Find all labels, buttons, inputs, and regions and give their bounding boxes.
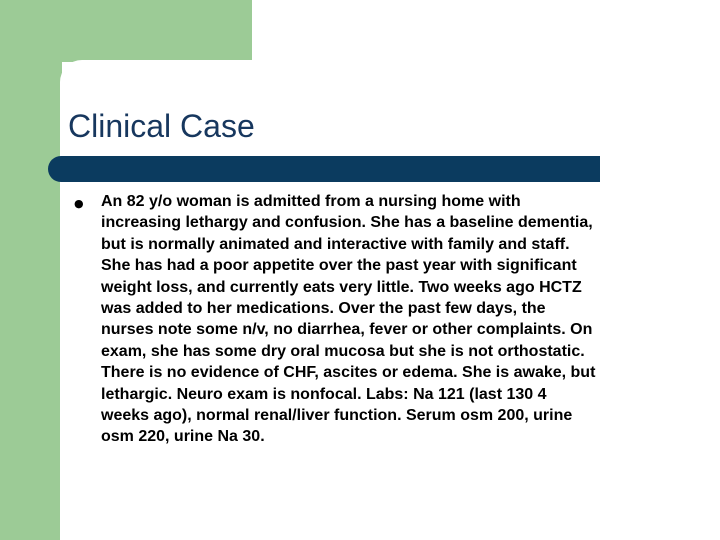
case-line: She has had a poor appetite over the past year with significant: [101, 257, 577, 275]
green-frame-left: [0, 0, 62, 540]
case-line: was added to her medications. Over the past few days, the: [101, 300, 546, 318]
bullet-icon: ●: [74, 197, 84, 210]
case-line: nurses note some n/v, no diarrhea, fever or other complaints. On: [101, 321, 593, 339]
slide-title: Clinical Case: [68, 108, 255, 144]
case-line: but is normally animated and interactive with family and staff.: [101, 235, 570, 253]
case-line: osm 220, urine Na 30.: [101, 428, 265, 446]
case-line: There is no evidence of CHF, ascites or edema. She is awake, but: [101, 364, 596, 382]
case-line: increasing lethargy and confusion. She has a baseline dementia,: [101, 214, 593, 232]
case-line: An 82 y/o woman is admitted from a nursing home with: [101, 193, 521, 210]
case-line: weeks ago), normal renal/liver function. Serum osm 200, urine: [101, 407, 573, 425]
case-line: exam, she has some dry oral mucosa but she is not orthostatic.: [101, 342, 585, 360]
case-line: lethargic. Neuro exam is nonfocal. Labs: Na 121 (last 130 4: [101, 385, 547, 403]
case-line: weight loss, and currently eats very little. Two weeks ago HCTZ: [101, 278, 582, 296]
case-description: [101, 191, 671, 448]
title-underline-bar: [48, 156, 600, 182]
